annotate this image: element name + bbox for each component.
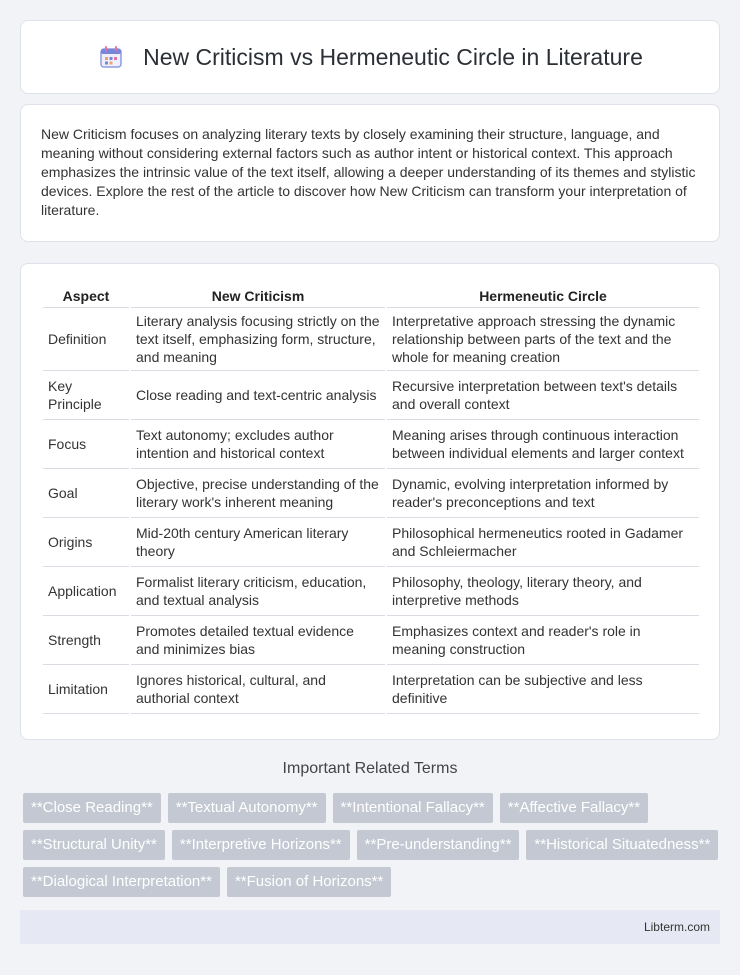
comparison-table (41, 284, 701, 714)
comparison-card (20, 263, 720, 740)
cell-hermeneutic-circle: Emphasizes context and reader's role in meaning construction (387, 616, 699, 665)
table-row (43, 665, 699, 714)
cell-aspect: Focus (43, 420, 129, 469)
cell-new-criticism: Objective, precise understanding of the literary work's inherent meaning (131, 469, 385, 518)
related-term-tag[interactable]: **Pre-understanding** (357, 830, 520, 860)
cell-aspect: Origins (43, 518, 129, 567)
table-row (43, 371, 699, 420)
intro-card (20, 104, 720, 242)
page-title: New Criticism vs Hermeneutic Circle in Literature (143, 43, 643, 70)
table-row (43, 518, 699, 567)
cell-new-criticism: Close reading and text-centric analysis (131, 371, 385, 420)
related-terms-list (23, 793, 723, 897)
table-row (43, 469, 699, 518)
cell-aspect: Definition (43, 308, 129, 371)
footer-site-link[interactable]: Libterm.com (643, 920, 710, 934)
calendar-icon (97, 43, 125, 71)
title-card (20, 20, 720, 94)
cell-new-criticism: Ignores historical, cultural, and authorial context (131, 665, 385, 714)
cell-new-criticism: Literary analysis focusing strictly on the text itself, emphasizing form, structure, and meaning (131, 308, 385, 371)
header-new-criticism: New Criticism (131, 284, 385, 308)
table-row (43, 308, 699, 371)
intro-text: New Criticism focuses on analyzing literary texts by closely examining their structure, language, and meaning without considering external factors such as author intent or historical context. This approach emphasizes the intrinsic value of the text itself, allowing a deeper understanding of its themes and stylistic devices. Explore the rest of the article to discover how New Criticism can transform your interpretation of literature. (41, 126, 696, 218)
cell-hermeneutic-circle: Interpretation can be subjective and less definitive (387, 665, 699, 714)
cell-hermeneutic-circle: Dynamic, evolving interpretation informed by reader's preconceptions and text (387, 469, 699, 518)
related-term-tag[interactable]: **Textual Autonomy** (168, 793, 326, 823)
table-header-row (43, 284, 699, 308)
cell-hermeneutic-circle: Interpretative approach stressing the dynamic relationship between parts of the text and the whole for meaning creation (387, 308, 699, 371)
cell-hermeneutic-circle: Philosophical hermeneutics rooted in Gadamer and Schleiermacher (387, 518, 699, 567)
related-term-tag[interactable]: **Fusion of Horizons** (227, 867, 391, 897)
cell-aspect: Limitation (43, 665, 129, 714)
cell-aspect: Strength (43, 616, 129, 665)
related-term-tag[interactable]: **Dialogical Interpretation** (23, 867, 220, 897)
cell-aspect: Goal (43, 469, 129, 518)
cell-hermeneutic-circle: Recursive interpretation between text's details and overall context (387, 371, 699, 420)
cell-hermeneutic-circle: Philosophy, theology, literary theory, and interpretive methods (387, 567, 699, 616)
cell-new-criticism: Formalist literary criticism, education, and textual analysis (131, 567, 385, 616)
header-aspect: Aspect (43, 284, 129, 308)
related-term-tag[interactable]: **Intentional Fallacy** (333, 793, 493, 823)
table-row (43, 616, 699, 665)
related-term-tag[interactable]: **Structural Unity** (23, 830, 165, 860)
table-row (43, 567, 699, 616)
related-term-tag[interactable]: **Close Reading** (23, 793, 161, 823)
cell-hermeneutic-circle: Meaning arises through continuous interaction between individual elements and larger context (387, 420, 699, 469)
cell-new-criticism: Mid-20th century American literary theory (131, 518, 385, 567)
related-term-tag[interactable]: **Historical Situatedness** (526, 830, 718, 860)
related-term-tag[interactable]: **Interpretive Horizons** (172, 830, 350, 860)
header-hermeneutic-circle: Hermeneutic Circle (387, 284, 699, 308)
table-row (43, 420, 699, 469)
footer (20, 910, 720, 944)
cell-aspect: Key Principle (43, 371, 129, 420)
related-terms-heading: Important Related Terms (282, 760, 458, 777)
cell-new-criticism: Text autonomy; excludes author intention and historical context (131, 420, 385, 469)
related-term-tag[interactable]: **Affective Fallacy** (500, 793, 648, 823)
cell-aspect: Application (43, 567, 129, 616)
cell-new-criticism: Promotes detailed textual evidence and minimizes bias (131, 616, 385, 665)
